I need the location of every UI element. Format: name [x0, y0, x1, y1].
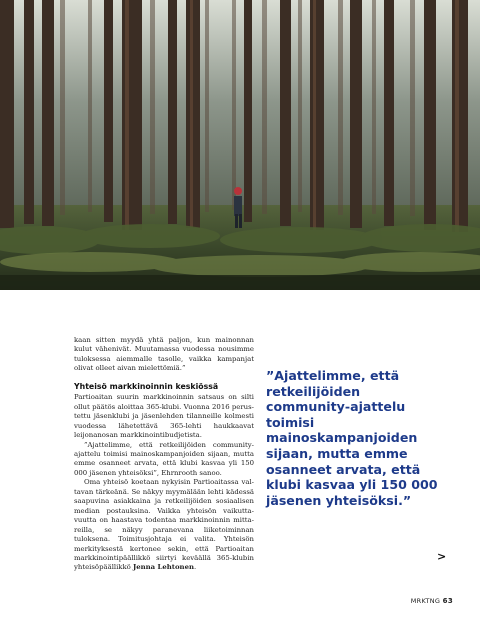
section-heading: Yhteisö markkinoinnin keskiössä: [74, 381, 219, 391]
forest-illustration: [0, 0, 480, 290]
article-paragraph-1: kaan sitten myydä yhtä paljon, kun mainonnan kulut vähenivät. Muutamassa vuodessa nousimme tuloksessa aiemmalle tasolle, vaikka kampanjat olivat olleet aivan mielettömiä.”: [74, 336, 254, 373]
paragraph-4-text: Oma yhteisö koetaan nykyisin Partioaitassa valtavan tärkeänä. Se näkyy myymälään lehti kädessä saapuvina asiakkaina ja retkeilijöiden sosiaalisen median postauksina. Vaikka yhteisön vaikuttavuutta on haastava todentaa markkinoinnin mittareilla, se näkyy paranevana liiketoiminnan tuloksena. Toimitusjohtaja ei valita. Yhteisön merkityksestä kertonee sekin, että Partioaitan markkinointipäällikkö siirtyi keväällä 365-klubin yhteisöpäällikkö: [74, 478, 254, 572]
magazine-name: MRKTNG: [410, 597, 441, 605]
paragraph-4-end: .: [193, 563, 197, 572]
forest-hero-photo: [0, 0, 480, 290]
page-footer: [411, 597, 453, 605]
page-number: 63: [442, 597, 453, 605]
article-paragraph-3: ”Ajattelimme, että retkeilijöiden community-ajattelu toimisi mainoskampanjoiden sijaan, mutta emme osanneet arvata, että klubi kasvaa yli 150 000 jäsenen yhteisöksi”, Ehrnrooth sanoo.: [74, 440, 254, 477]
next-page-arrow-icon: >: [437, 550, 447, 563]
pull-quote: ”Ajattelimme, että retkeilijöiden community-ajattelu toimisi mainoskampanjoiden sijaan, mutta emme osanneet arvata, että klubi kasvaa yli 150 000 jäsenen yhteisöksi.”: [266, 368, 438, 508]
person-name: Jenna Lehtonen: [133, 563, 194, 572]
hiker-figure: [234, 187, 242, 228]
article-body: [74, 336, 254, 573]
article-paragraph-4: [74, 478, 254, 573]
article-paragraph-2: Partioaitan suurin markkinoinnin satsaus on silti ollut päätös aloittaa 365-klubi. Vuonna 2016 perustettu jäsenklubi ja jäsenlehden tilanneille kolmesti vuodessa lähetettävä 365-lehti haukkaavat leijonanosan markkinointibudjetista.: [74, 393, 254, 440]
